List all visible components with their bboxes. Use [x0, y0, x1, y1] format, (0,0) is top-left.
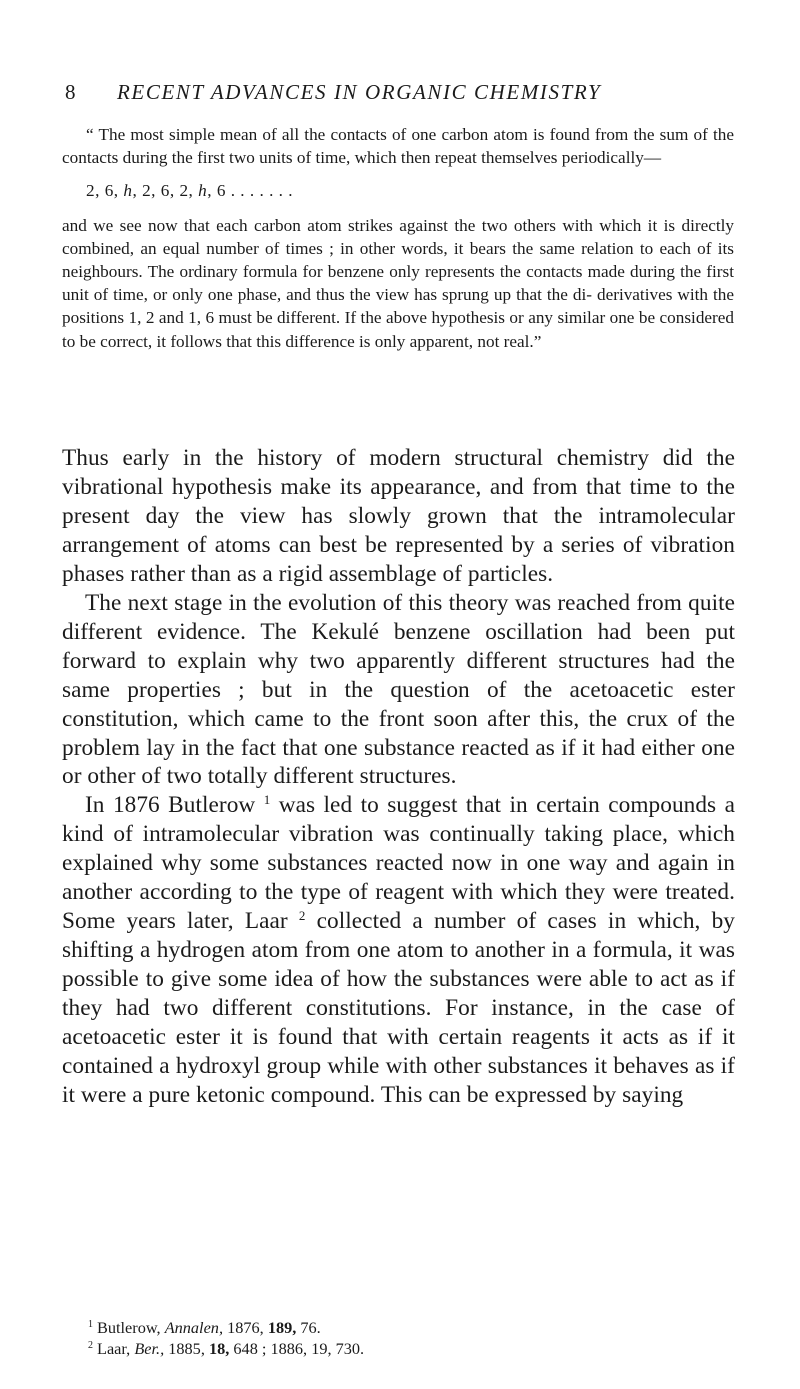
body-paragraph	[62, 791, 735, 1109]
footnote-year: 1885,	[168, 1338, 205, 1358]
footnote-pages: 648 ; 1886, 19, 730.	[233, 1338, 365, 1358]
footnote	[88, 1339, 728, 1360]
footnote-mark: 1	[88, 1319, 93, 1330]
footnote-pages: 76.	[300, 1318, 321, 1337]
variable-h: h	[198, 181, 208, 201]
footnote	[88, 1318, 728, 1339]
footnote-journal: Ber.,	[134, 1338, 165, 1358]
footnote-reference: 1	[263, 792, 271, 808]
footnote-reference: 2	[298, 908, 306, 924]
body-text-run: was led to suggest that in certain compounds a kind of intramolecular vibration was continually taking place, which explained why some substances reacted now in one way and again in another according to the type of reagent with which they were treated. Some years later, Laar	[62, 792, 735, 935]
footnote-volume: 189,	[267, 1318, 297, 1337]
footnotes	[88, 1318, 728, 1359]
variable-h: h	[123, 181, 133, 201]
body-paragraph: Thus early in the history of modern structural chemistry did the vibrational hypothesis make its appearance, and from that time to the present day the view has slowly grown that the intramolecular arrangement of atoms can best be represented by a series of vibration phases rather than as a rigid assemblage of particles.	[62, 445, 735, 587]
footnote-journal: Annalen,	[164, 1318, 224, 1337]
body-text	[62, 444, 735, 1110]
footnote-author: Butlerow,	[97, 1318, 161, 1337]
quote-paragraph: and we see now that each carbon atom strikes against the two others with which it is directly combined, an equal number of times ; in other words, it bears the same relation to each of its neighbours. The ordinary formula for benzene only represents the contacts made during the first unit of time, or only one phase, and thus the view has sprung up that the di- derivatives with the positions 1, 2 and 1, 6 must be different. If the above hypothesis or any similar one be considered to be correct, it follows that this difference is only apparent, not real.”	[62, 215, 734, 351]
footnote-mark: 2	[88, 1339, 93, 1351]
block-quote	[62, 123, 734, 353]
body-paragraph: The next stage in the evolution of this theory was reached from quite different evidence. The Kekulé benzene oscillation had been put forward to explain why two apparently different structures had the same properties ; but in the question of the acetoacetic ester constitution, which came to the front soon after this, the crux of the problem lay in the fact that one substance reacted as if it had either one or other of two totally different structures.	[62, 589, 735, 790]
quote-paragraph: “ The most simple mean of all the contacts of one carbon atom is found from the sum of the contacts during the first two units of time, which then repeat themselves periodically—	[62, 125, 734, 168]
body-text-run: collected a number of cases in which, by shifting a hydrogen atom from one atom to another in a formula, it was possible to give some idea of how the substances were able to act as if they had two different constitutions. For instance, in the case of acetoacetic ester it is found that with certain reagents it acts as if it contained a hydroxyl group while with other substances it behaves as if it were a pure ketonic compound. This can be expressed by saying	[62, 908, 735, 1108]
body-text-run: In 1876 Butlerow	[85, 792, 256, 819]
footnote-author: Laar,	[97, 1338, 131, 1358]
running-head: RECENT ADVANCES IN ORGANIC CHEMISTRY	[117, 80, 602, 104]
footnote-year: 1876,	[227, 1318, 264, 1337]
footnote-volume: 18,	[208, 1338, 230, 1358]
contact-sequence: 2, 6, h, 2, 6, 2, h, 6 . . . . . . .	[86, 181, 294, 201]
page-header	[65, 80, 725, 110]
page-number: 8	[65, 80, 76, 104]
